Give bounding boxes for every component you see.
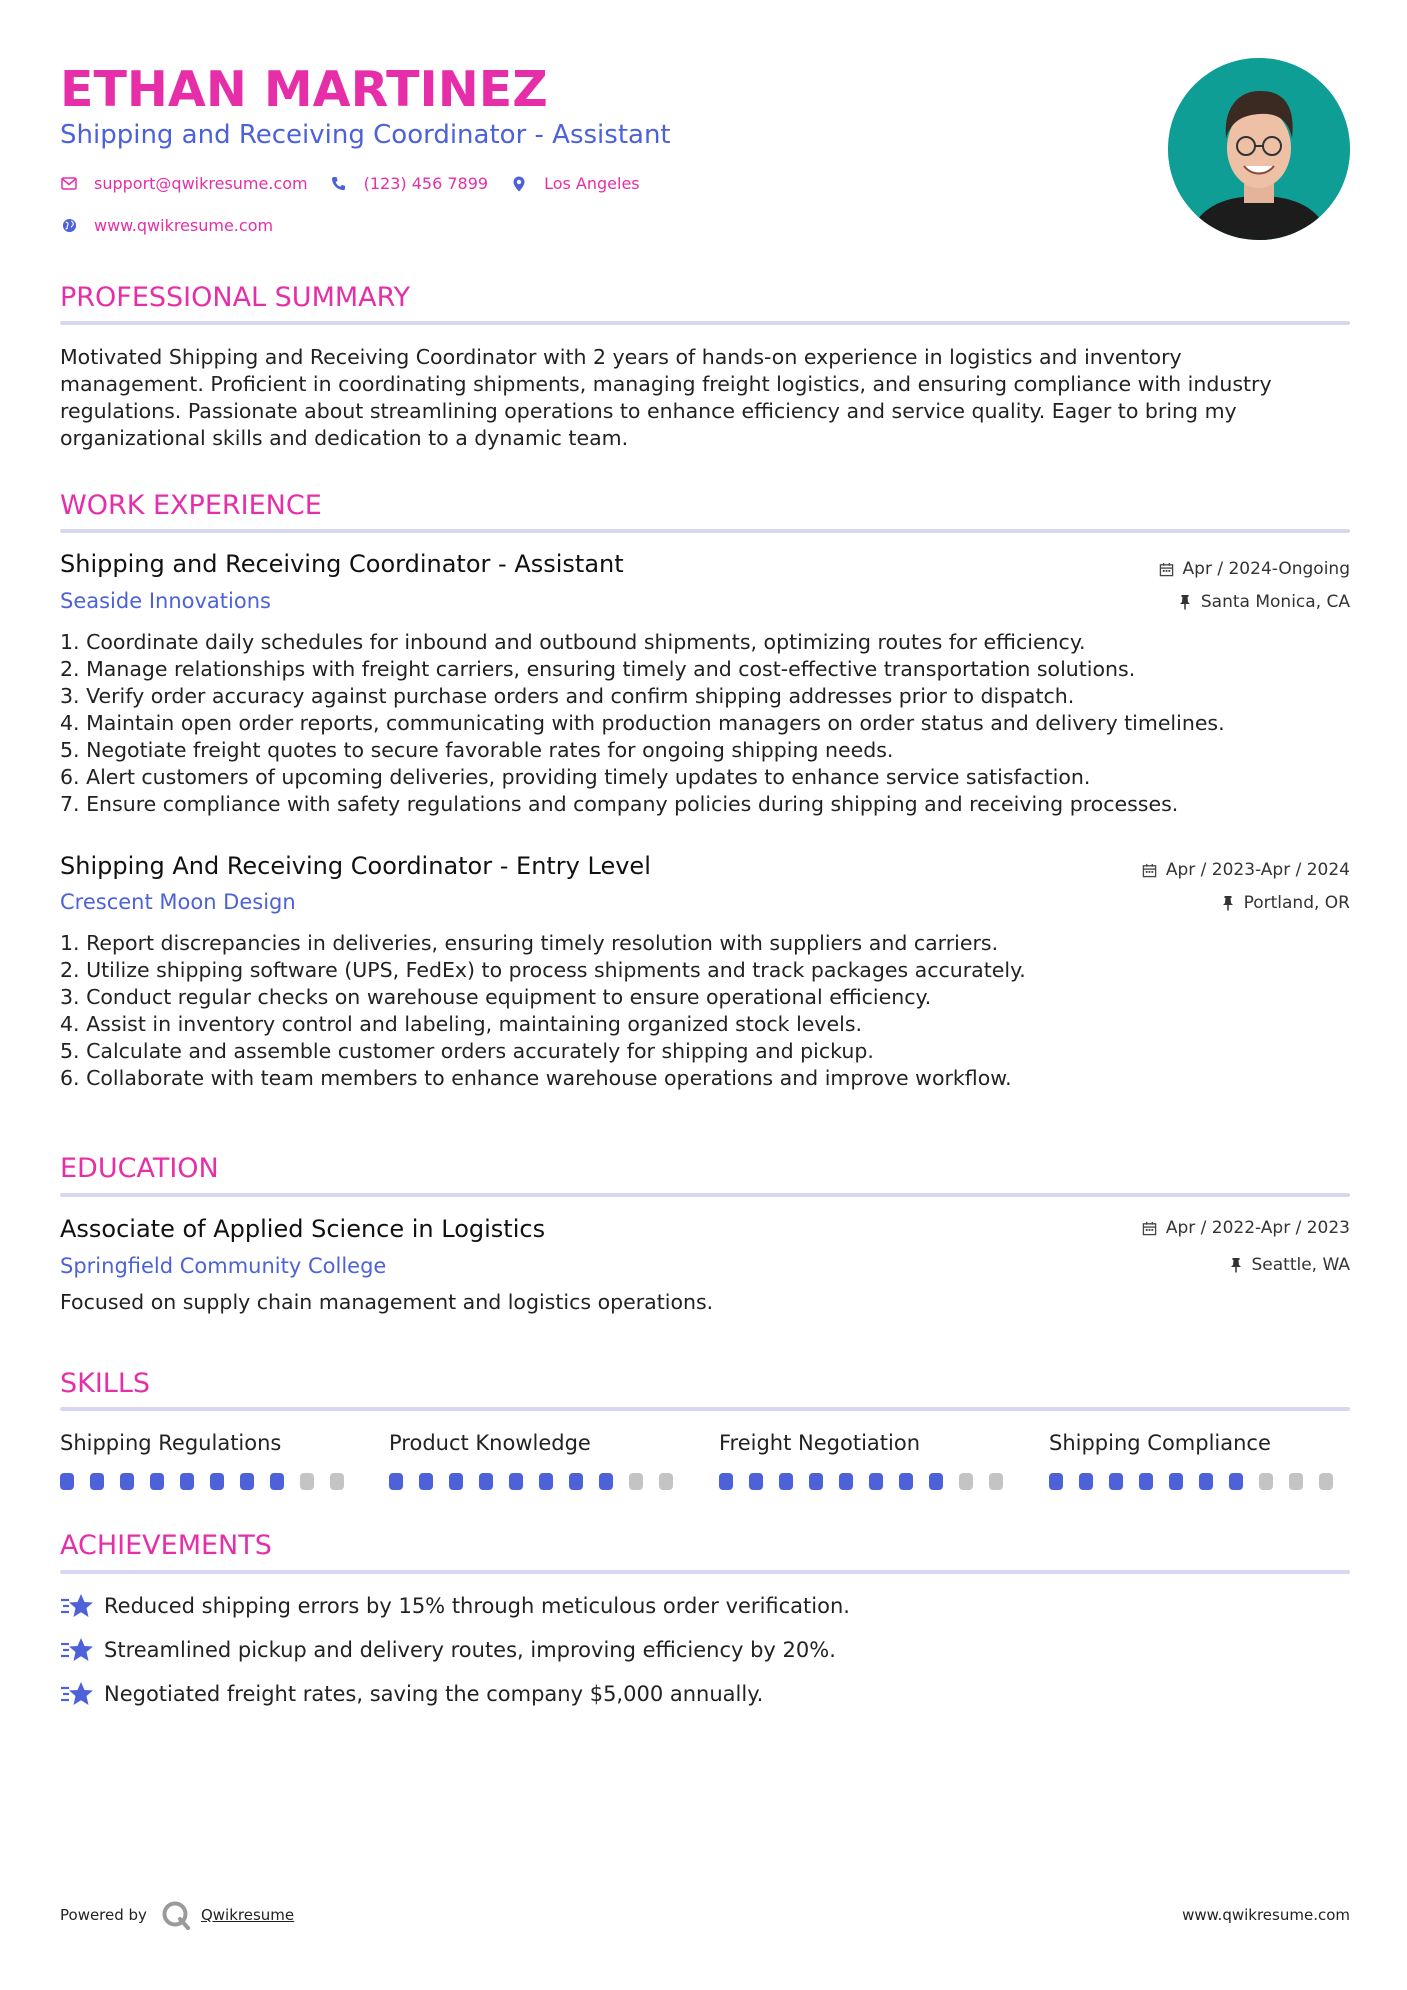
skill-name: Shipping Compliance [1049, 1431, 1271, 1455]
duty-item: 1. Report discrepancies in deliveries, ensuring timely resolution with suppliers and carriers. [60, 931, 999, 955]
skill-dot-filled [60, 1473, 74, 1490]
skill-level-dots [719, 1473, 1019, 1490]
duty-item: 7. Ensure compliance with safety regulations and company policies during shipping and receiving processes. [60, 792, 1179, 816]
skill-dot-filled [180, 1473, 194, 1490]
candidate-name: ETHAN MARTINEZ [60, 61, 548, 118]
skill-dot-filled [1109, 1473, 1123, 1490]
globe-icon [60, 217, 78, 235]
skill-item [389, 1429, 689, 1490]
duty-item: 4. Assist in inventory control and labeling, maintaining organized stock levels. [60, 1012, 863, 1036]
skill-dot-filled [1139, 1473, 1153, 1490]
company-name: Seaside Innovations [60, 589, 271, 613]
skill-dot-filled [449, 1473, 463, 1490]
skill-dot-empty [629, 1473, 643, 1490]
footer-branding [60, 1900, 294, 1930]
skill-dot-filled [419, 1473, 433, 1490]
education-date-value: Apr / 2022-Apr / 2023 [1165, 1218, 1350, 1238]
skill-dot-filled [1079, 1473, 1093, 1490]
calendar-icon [1142, 1220, 1158, 1236]
experience-heading: WORK EXPERIENCE [60, 490, 322, 521]
skill-dot-filled [90, 1473, 104, 1490]
job-date-value: Apr / 2023-Apr / 2024 [1165, 860, 1350, 880]
skill-dot-filled [1229, 1473, 1243, 1490]
section-divider [60, 1407, 1350, 1411]
section-divider [60, 529, 1350, 533]
job-location-value: Portland, OR [1243, 893, 1350, 913]
skill-dot-filled [270, 1473, 284, 1490]
calendar-icon [1142, 862, 1158, 878]
star-icon [60, 1635, 94, 1665]
skill-dot-filled [569, 1473, 583, 1490]
skill-level-dots [1049, 1473, 1349, 1490]
section-divider [60, 321, 1350, 325]
star-icon [60, 1679, 94, 1709]
duty-list [60, 629, 1350, 818]
skill-dot-filled [839, 1473, 853, 1490]
envelope-icon [60, 175, 78, 193]
star-icon [60, 1591, 94, 1621]
location-value: Los Angeles [544, 174, 640, 193]
skill-dot-filled [210, 1473, 224, 1490]
skill-dot-filled [509, 1473, 523, 1490]
duty-item: 3. Verify order accuracy against purchase orders and confirm shipping addresses prior to dispatch. [60, 684, 1075, 708]
job-date-value: Apr / 2024-Ongoing [1182, 559, 1350, 579]
skill-dot-filled [240, 1473, 254, 1490]
skill-dot-filled [539, 1473, 553, 1490]
skill-name: Shipping Regulations [60, 1431, 282, 1455]
phone-value[interactable]: (123) 456 7899 [363, 174, 489, 193]
skill-dot-filled [120, 1473, 134, 1490]
education-location [1228, 1254, 1351, 1276]
skills-heading: SKILLS [60, 1368, 151, 1399]
achievement-text: Reduced shipping errors by 15% through meticulous order verification. [104, 1594, 850, 1618]
summary-line: Motivated Shipping and Receiving Coordinator with 2 years of hands-on experience in logistics and inventory [60, 345, 1182, 369]
duty-item: 2. Manage relationships with freight carriers, ensuring timely and cost-effective transportation solutions. [60, 657, 1136, 681]
duty-item: 5. Calculate and assemble customer orders accurately for shipping and pickup. [60, 1039, 874, 1063]
skill-dot-filled [479, 1473, 493, 1490]
candidate-role: Shipping and Receiving Coordinator - Assistant [60, 120, 671, 150]
job-location [1177, 591, 1350, 613]
skill-item [1049, 1429, 1349, 1490]
skill-item [60, 1429, 360, 1490]
achievement-text: Streamlined pickup and delivery routes, improving efficiency by 20%. [104, 1638, 836, 1662]
duty-item: 6. Collaborate with team members to enhance warehouse operations and improve workflow. [60, 1066, 1012, 1090]
skill-dot-filled [779, 1473, 793, 1490]
skill-dot-empty [1319, 1473, 1333, 1490]
duty-item: 4. Maintain open order reports, communicating with production managers on order status and delivery timelines. [60, 711, 1225, 735]
education-heading: EDUCATION [60, 1153, 219, 1184]
job-title: Shipping And Receiving Coordinator - Entry Level [60, 852, 651, 880]
email-link[interactable]: support@qwikresume.com [94, 174, 308, 193]
section-divider [60, 1570, 1350, 1574]
education-date [1142, 1217, 1350, 1239]
skill-dot-filled [809, 1473, 823, 1490]
skill-dot-filled [1169, 1473, 1183, 1490]
section-divider [60, 1193, 1350, 1197]
skill-dot-empty [989, 1473, 1003, 1490]
website-link[interactable]: www.qwikresume.com [94, 216, 274, 235]
phone-icon [330, 175, 348, 193]
skill-dot-empty [1259, 1473, 1273, 1490]
achievement-item [60, 1591, 850, 1621]
skill-name: Product Knowledge [389, 1431, 591, 1455]
achievement-item [60, 1679, 763, 1709]
skill-dot-filled [389, 1473, 403, 1490]
skill-level-dots [389, 1473, 689, 1490]
skill-dot-filled [869, 1473, 883, 1490]
job-location-value: Santa Monica, CA [1200, 592, 1350, 612]
achievement-text: Negotiated freight rates, saving the company $5,000 annually. [104, 1682, 764, 1706]
pushpin-icon [1228, 1257, 1244, 1273]
skill-dot-empty [659, 1473, 673, 1490]
qwikresume-link[interactable]: Qwikresume [200, 1906, 295, 1924]
job-title: Shipping and Receiving Coordinator - Assistant [60, 550, 624, 578]
qwikresume-logo-icon [161, 1900, 191, 1930]
duty-item: 6. Alert customers of upcoming deliveries, providing timely updates to enhance service satisfaction. [60, 765, 1091, 789]
calendar-icon [1159, 561, 1175, 577]
skill-dot-filled [749, 1473, 763, 1490]
footer-url[interactable]: www.qwikresume.com [1182, 1906, 1350, 1924]
powered-by-label: Powered by [60, 1906, 147, 1924]
education-location-value: Seattle, WA [1251, 1255, 1350, 1275]
job-date [1159, 558, 1350, 580]
duty-list [60, 930, 1350, 1092]
skill-dot-filled [150, 1473, 164, 1490]
skill-dot-empty [1289, 1473, 1303, 1490]
school-name: Springfield Community College [60, 1254, 387, 1278]
duty-item: 2. Utilize shipping software (UPS, FedEx) to process shipments and track packages accurately. [60, 958, 1026, 982]
skill-name: Freight Negotiation [719, 1431, 920, 1455]
skill-level-dots [60, 1473, 360, 1490]
skill-item [719, 1429, 1019, 1490]
achievements-heading: ACHIEVEMENTS [60, 1530, 272, 1561]
job-date [1142, 859, 1350, 881]
avatar [1168, 58, 1350, 240]
duty-item: 1. Coordinate daily schedules for inbound and outbound shipments, optimizing routes for efficiency. [60, 630, 1086, 654]
map-pin-icon [510, 175, 528, 193]
skill-dot-empty [300, 1473, 314, 1490]
contact-row-secondary [60, 216, 295, 235]
summary-line: regulations. Passionate about streamlining operations to enhance efficiency and service quality. Eager to bring my [60, 399, 1237, 423]
summary-line: management. Proficient in coordinating shipments, managing freight logistics, and ensuring compliance with industry [60, 372, 1272, 396]
duty-item: 5. Negotiate freight quotes to secure favorable rates for ongoing shipping needs. [60, 738, 894, 762]
summary-heading: PROFESSIONAL SUMMARY [60, 282, 411, 313]
skill-dot-filled [929, 1473, 943, 1490]
job-location [1220, 892, 1350, 914]
contact-row-primary [60, 174, 662, 193]
skill-dot-filled [719, 1473, 733, 1490]
summary-text [60, 344, 1350, 452]
skill-dot-filled [599, 1473, 613, 1490]
duty-item: 3. Conduct regular checks on warehouse equipment to ensure operational efficiency. [60, 985, 932, 1009]
skill-dot-filled [899, 1473, 913, 1490]
skill-dot-empty [959, 1473, 973, 1490]
skill-dot-empty [330, 1473, 344, 1490]
skill-dot-filled [1199, 1473, 1213, 1490]
pushpin-icon [1177, 594, 1193, 610]
degree-title: Associate of Applied Science in Logistics [60, 1215, 546, 1243]
achievement-item [60, 1635, 836, 1665]
pushpin-icon [1220, 895, 1236, 911]
summary-line: organizational skills and dedication to a dynamic team. [60, 426, 629, 450]
education-description: Focused on supply chain management and logistics operations. [60, 1290, 714, 1314]
skill-dot-filled [1049, 1473, 1063, 1490]
company-name: Crescent Moon Design [60, 890, 296, 914]
